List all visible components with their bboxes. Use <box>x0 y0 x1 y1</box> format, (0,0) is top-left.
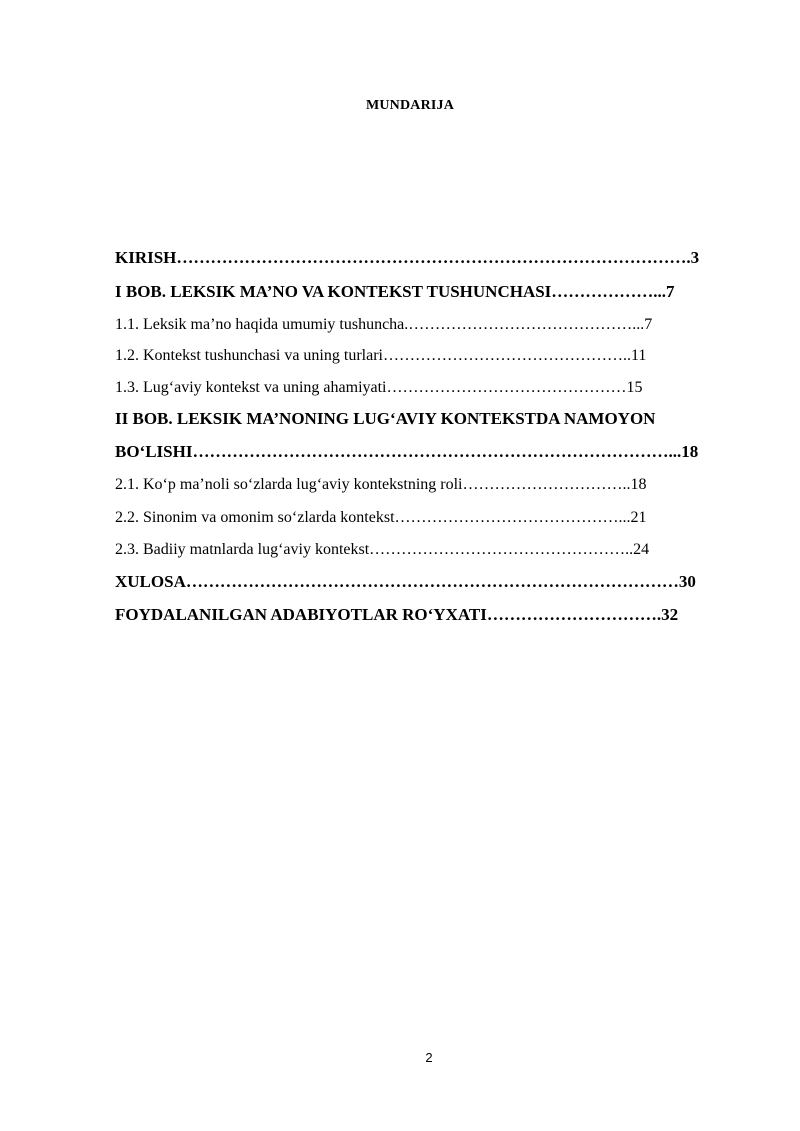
toc-entry-xulosa: XULOSA……………………………………………………………………………30 <box>115 572 696 591</box>
toc-entry-chapter-1: I BOB. LEKSIK MA’NO VA KONTEKST TUSHUNCHASI………………...7 <box>115 282 675 301</box>
toc-entry-1-2: 1.2. Kontekst tushunchasi va uning turlari………………………………………..11 <box>115 347 647 364</box>
toc-entry-2-2: 2.2. Sinonim va omonim so‘zlarda kontekst……………………………………...21 <box>115 509 647 526</box>
toc-entry-kirish: KIRISH……………………………………………………………………………….3 <box>115 248 700 267</box>
toc-entry-2-1: 2.1. Ko‘p ma’noli so‘zlarda lug‘aviy kontekstning roli…………………………..18 <box>115 476 647 493</box>
page-number: 2 <box>425 1050 433 1065</box>
page-title: MUNDARIJA <box>365 98 455 113</box>
toc-entry-chapter-2-line-1: II BOB. LEKSIK MA’NONING LUG‘AVIY KONTEKSTDA NAMOYON <box>115 409 656 428</box>
toc-entry-bibliography: FOYDALANILGAN ADABIYOTLAR RO‘YXATI………………………….32 <box>115 605 679 624</box>
toc-entry-2-3: 2.3. Badiiy matnlarda lug‘aviy kontekst…………………………………………..24 <box>115 541 650 558</box>
toc-entry-1-3: 1.3. Lug‘aviy kontekst va uning ahamiyati………………………………………15 <box>115 379 643 396</box>
toc-entry-1-1: 1.1. Leksik ma’no haqida umumiy tushuncha.……………………………………...7 <box>115 316 653 333</box>
toc-entry-chapter-2-line-2: BO‘LISHI…………………………………………………………………………...18 <box>115 442 699 461</box>
